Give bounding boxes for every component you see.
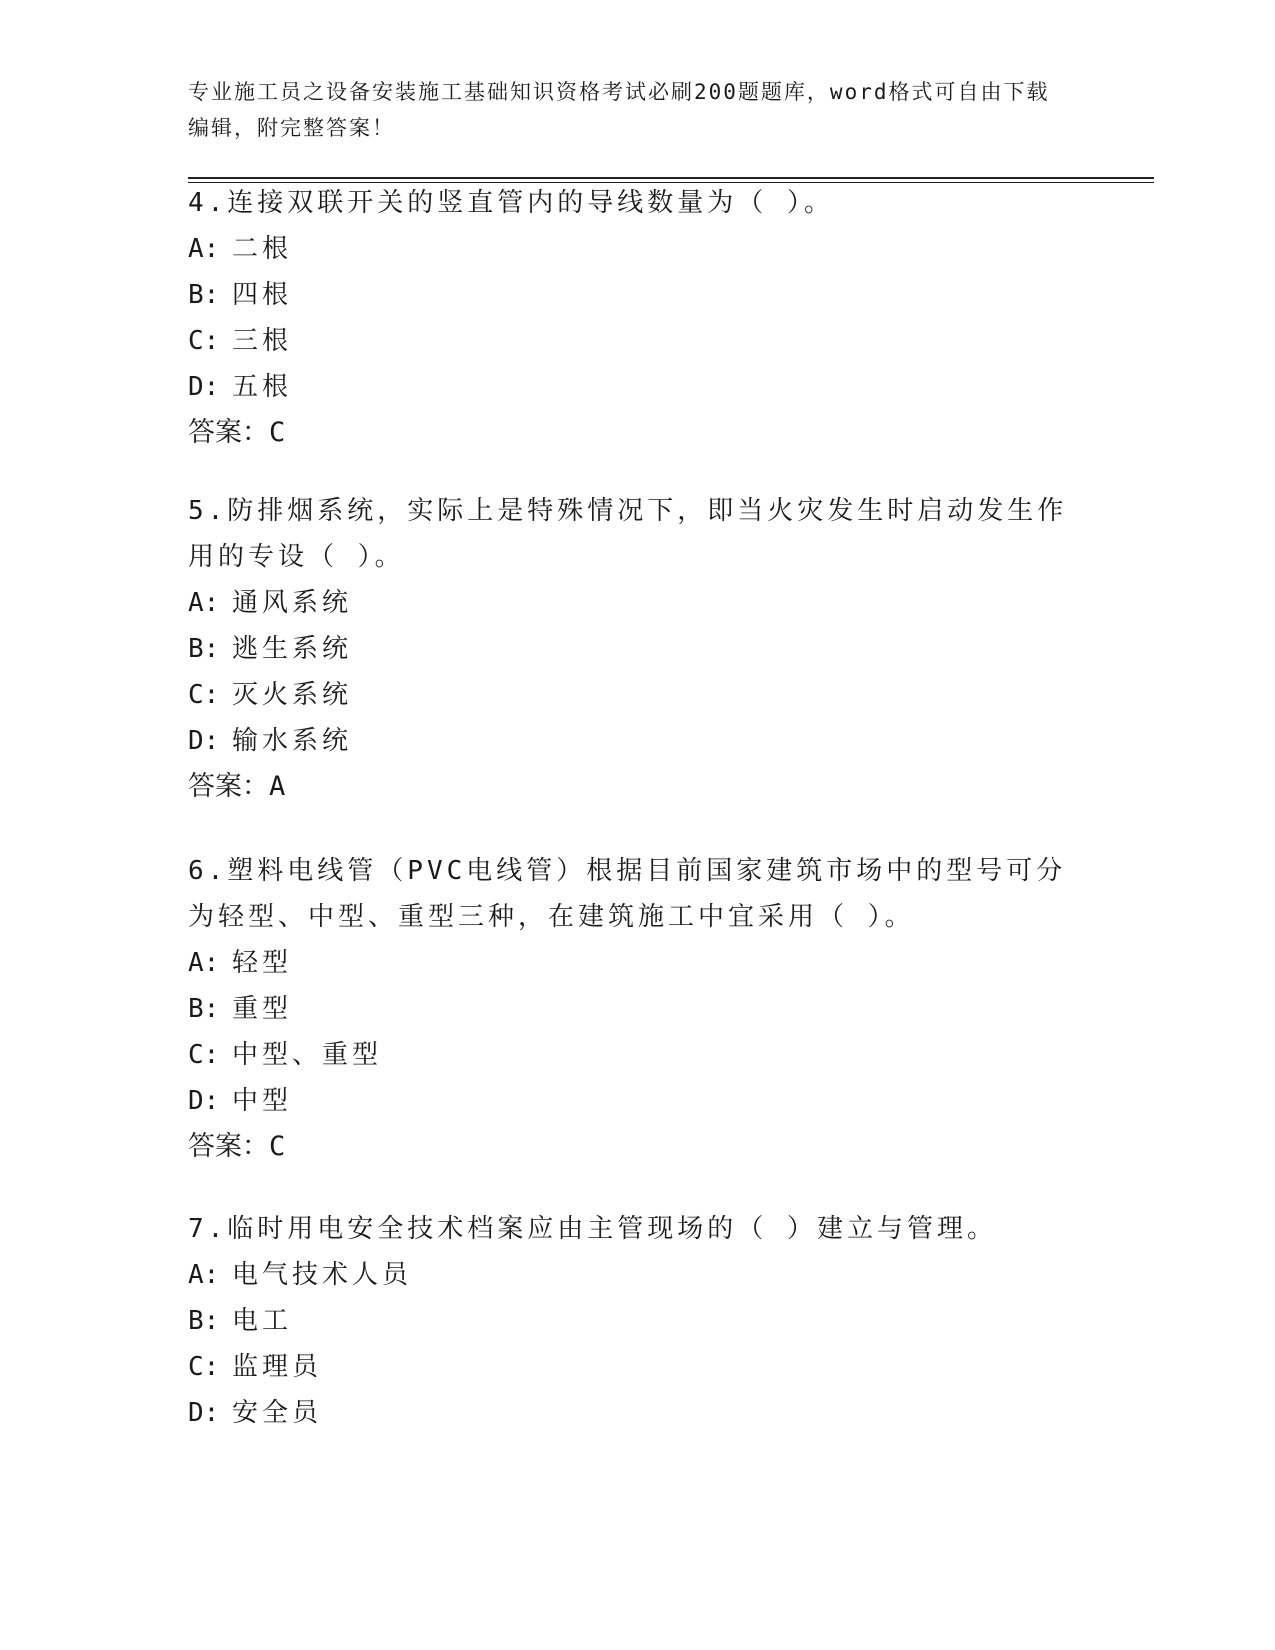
question-4 xyxy=(188,180,1088,456)
option-key: C: xyxy=(188,1040,220,1070)
option-b xyxy=(188,272,1088,318)
option-b xyxy=(188,1298,1088,1344)
option-c xyxy=(188,672,1088,718)
answer: 答案：A xyxy=(188,771,286,802)
option-text: 电工 xyxy=(232,1306,293,1336)
header-divider xyxy=(188,177,1154,179)
option-a xyxy=(188,580,1088,626)
question-text: 5.防排烟系统，实际上是特殊情况下，即当火灾发生时启动发生作用的专设（ ）。 xyxy=(188,496,1068,572)
option-text: 四根 xyxy=(232,280,293,310)
option-d xyxy=(188,1390,1088,1436)
option-key: D: xyxy=(188,1086,220,1116)
option-text: 轻型 xyxy=(232,948,293,978)
option-c xyxy=(188,318,1088,364)
answer: 答案：C xyxy=(188,417,286,448)
option-d xyxy=(188,718,1088,764)
question-text: 4.连接双联开关的竖直管内的导线数量为（ ）。 xyxy=(188,188,834,218)
document-header: 专业施工员之设备安装施工基础知识资格考试必刷200题题库，word格式可自由下载编辑，附完整答案！ xyxy=(188,80,1050,140)
option-text: 电气技术人员 xyxy=(232,1260,413,1290)
option-key: A: xyxy=(188,588,220,618)
option-text: 灭火系统 xyxy=(232,680,353,710)
option-key: A: xyxy=(188,1260,220,1290)
option-a xyxy=(188,1252,1088,1298)
option-text: 中型 xyxy=(232,1086,293,1116)
option-key: D: xyxy=(188,372,220,402)
option-text: 输水系统 xyxy=(232,726,353,756)
option-key: B: xyxy=(188,994,220,1024)
question-text: 7.临时用电安全技术档案应由主管现场的（ ）建立与管理。 xyxy=(188,1214,997,1244)
answer: 答案：C xyxy=(188,1131,286,1162)
question-6 xyxy=(188,848,1088,1170)
option-key: C: xyxy=(188,326,220,356)
option-text: 三根 xyxy=(232,326,293,356)
option-text: 监理员 xyxy=(232,1352,323,1382)
option-text: 安全员 xyxy=(232,1398,323,1428)
option-key: D: xyxy=(188,1398,220,1428)
option-d xyxy=(188,1078,1088,1124)
option-a xyxy=(188,226,1088,272)
option-c xyxy=(188,1032,1088,1078)
option-key: A: xyxy=(188,234,220,264)
option-b xyxy=(188,986,1088,1032)
option-text: 重型 xyxy=(232,994,293,1024)
question-7 xyxy=(188,1206,1088,1436)
option-text: 二根 xyxy=(232,234,293,264)
option-key: A: xyxy=(188,948,220,978)
option-text: 通风系统 xyxy=(232,588,353,618)
option-a xyxy=(188,940,1088,986)
question-text: 6.塑料电线管（PVC电线管）根据目前国家建筑市场中的型号可分为轻型、中型、重型三种，在建筑施工中宜采用（ ）。 xyxy=(188,856,1067,932)
option-key: B: xyxy=(188,634,220,664)
option-b xyxy=(188,626,1088,672)
question-5 xyxy=(188,488,1088,810)
option-key: C: xyxy=(188,1352,220,1382)
option-key: B: xyxy=(188,280,220,310)
option-d xyxy=(188,364,1088,410)
option-c xyxy=(188,1344,1088,1390)
option-key: B: xyxy=(188,1306,220,1336)
option-text: 逃生系统 xyxy=(232,634,353,664)
option-text: 中型、重型 xyxy=(232,1040,383,1070)
option-key: C: xyxy=(188,680,220,710)
option-key: D: xyxy=(188,726,220,756)
option-text: 五根 xyxy=(232,372,293,402)
